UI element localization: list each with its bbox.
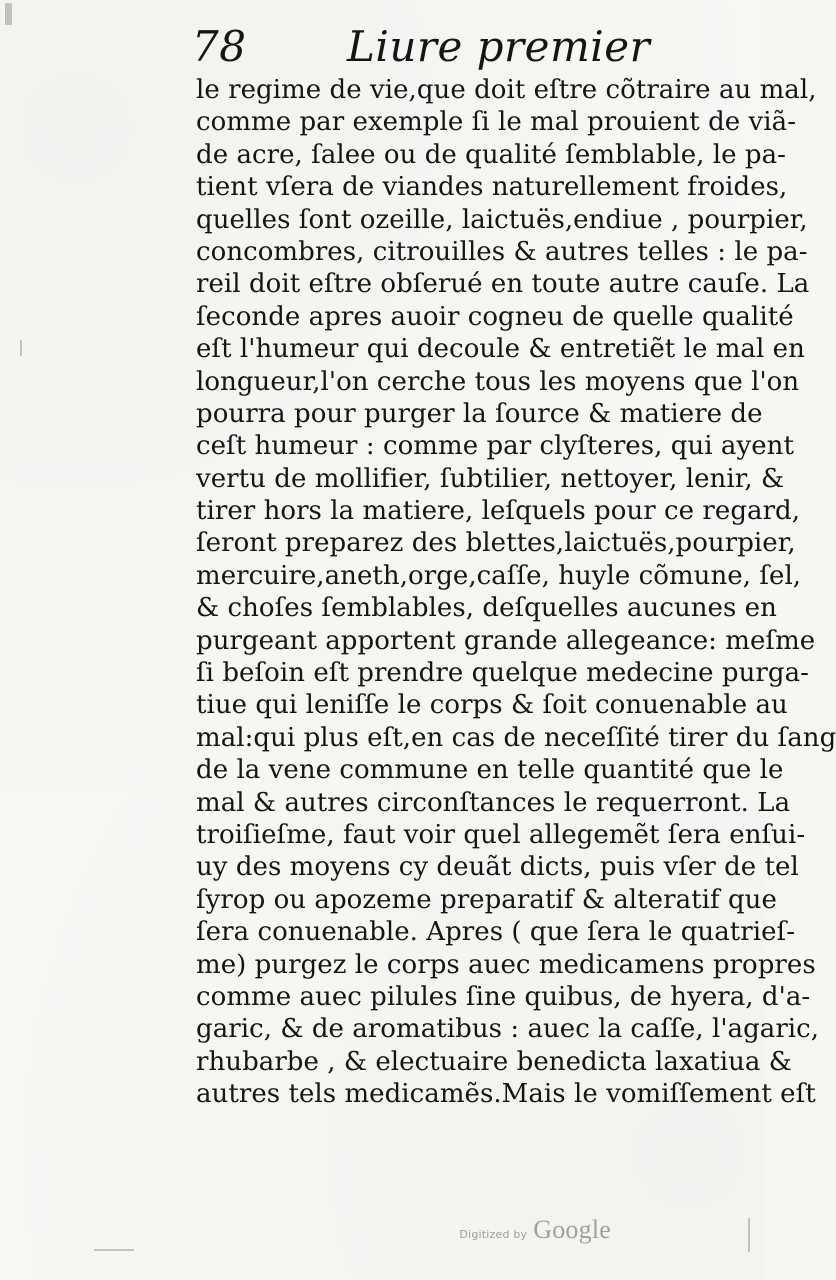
text-line: quelles ſont ozeille, laictuës,endiue , pourpier, bbox=[196, 204, 808, 235]
text-line: autres tels medicamẽs.Mais le vomiſſement eſt bbox=[196, 1079, 816, 1110]
text-line: ſeconde apres auoir cogneu de quelle qualité bbox=[196, 301, 794, 332]
text-line: tiue qui leniſſe le corps & ſoit conuenable au bbox=[196, 690, 788, 721]
text-line: uy des moyens cy deuãt dicts, puis vſer de tel bbox=[196, 852, 799, 883]
digitized-by-label: Digitized by bbox=[459, 1228, 528, 1241]
text-line: tient vſera de viandes naturellement froides, bbox=[196, 172, 788, 203]
text-line: ceſt humeur : comme par clyſteres, qui ayent bbox=[196, 431, 794, 462]
scan-mark-bottom-left bbox=[94, 1249, 134, 1251]
text-line: de la vene commune en telle quantité que le bbox=[196, 755, 784, 786]
page-number: 78 bbox=[192, 22, 247, 71]
scan-mark-top-left bbox=[5, 3, 12, 25]
text-line: comme auec pilules ſine quibus, de hyera, d'a- bbox=[196, 981, 811, 1012]
text-line: de acre, ſalee ou de qualité ſemblable, le pa- bbox=[196, 139, 786, 170]
text-line: concombres, citrouilles & autres telles : le pa- bbox=[196, 236, 808, 267]
text-line: ſyrop ou apozeme preparatif & alteratif que bbox=[196, 884, 777, 915]
text-line: le regime de vie,que doit eſtre cõtraire au mal, bbox=[196, 75, 817, 105]
text-line: ſi beſoin eſt prendre quelque medecine purga- bbox=[196, 658, 809, 689]
text-line: me) purgez le corps auec medicamens propres bbox=[196, 949, 816, 980]
text-line: mal:qui plus eſt,en cas de neceſſité tirer du ſang bbox=[196, 722, 836, 753]
text-line: mercuire,aneth,orge,caſſe, huyle cõmune, ſel, bbox=[196, 560, 802, 591]
text-line: purgeant apportent grande allegeance: meſme bbox=[196, 625, 816, 656]
text-line: mal & autres circonſtances le requerront. La bbox=[196, 787, 791, 818]
main-text-block bbox=[196, 74, 836, 1111]
text-line: ſeront preparez des blettes,laictuës,pourpier, bbox=[196, 528, 796, 559]
text-line: garic, & de aromatibus : auec la caſſe, l'agaric, bbox=[196, 1014, 820, 1045]
text-line: vertu de mollifier, ſubtilier, nettoyer, lenir, & bbox=[196, 463, 785, 494]
text-line: & choſes ſemblables, deſquelles aucunes en bbox=[196, 593, 777, 624]
running-title: Liure premier bbox=[347, 22, 651, 71]
scan-mark-right-edge bbox=[748, 1218, 750, 1252]
text-line: comme par exemple ſi le mal prouient de viã- bbox=[196, 107, 797, 138]
scan-mark-left-side bbox=[20, 340, 22, 356]
google-wordmark: Google bbox=[533, 1215, 611, 1244]
text-line: tirer hors la matiere, leſquels pour ce regard, bbox=[196, 496, 801, 527]
text-line: eſt l'humeur qui decoule & entretiẽt le mal en bbox=[196, 334, 805, 365]
text-line: longueur,l'on cerche tous les moyens que l'on bbox=[196, 366, 800, 397]
text-line: ſera conuenable. Apres ( que ſera le quatrieſ- bbox=[196, 917, 796, 948]
google-digitized-watermark bbox=[459, 1215, 611, 1245]
text-line: troiſieſme, faut voir quel allegemẽt ſera enſui- bbox=[196, 819, 806, 850]
text-line: rhubarbe , & electuaire benedicta laxatiua & bbox=[196, 1046, 792, 1077]
text-line: pourra pour purger la ſource & matiere de bbox=[196, 398, 763, 429]
text-line: reil doit eſtre obſerué en toute autre cauſe. La bbox=[196, 269, 810, 300]
